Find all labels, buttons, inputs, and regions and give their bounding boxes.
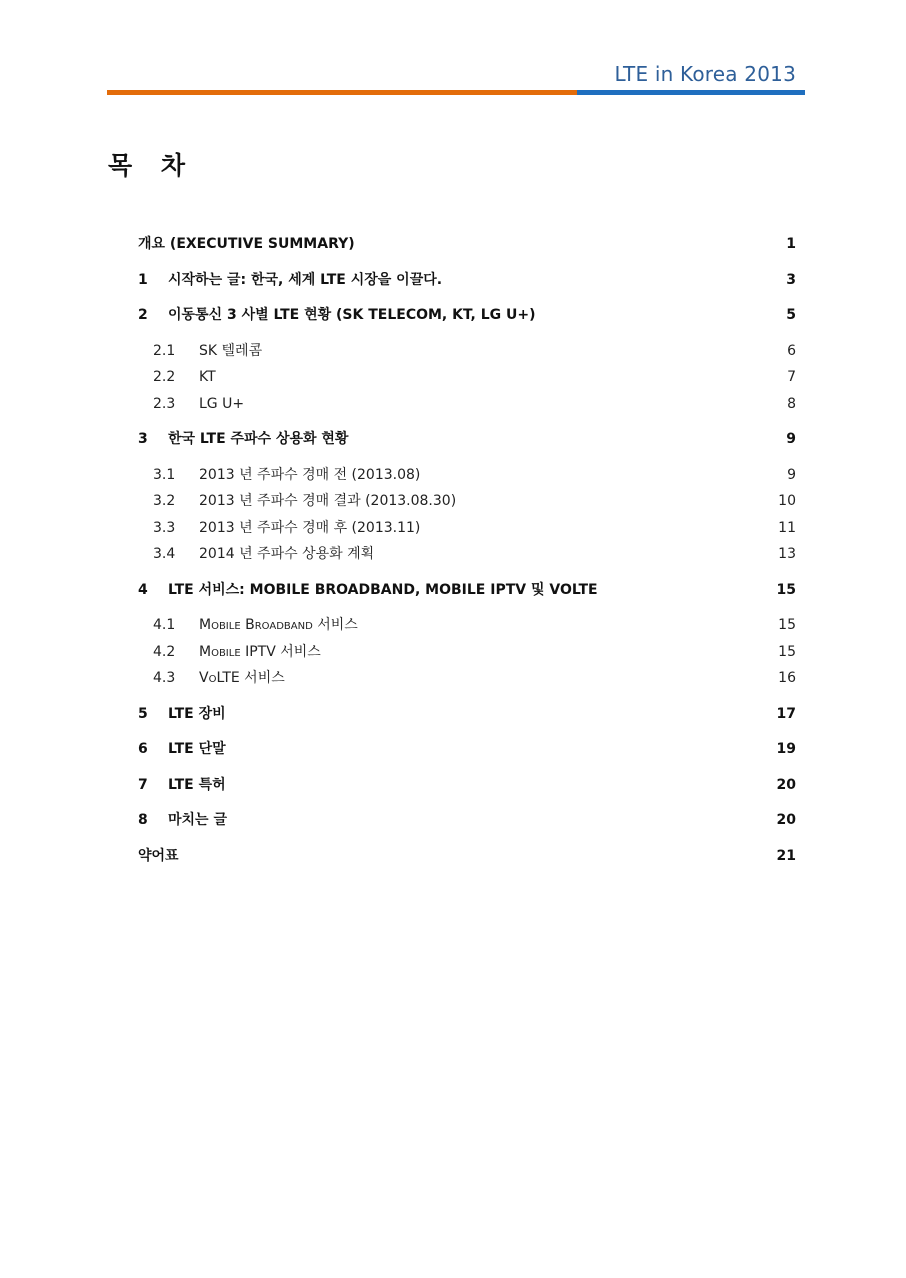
toc-entry-number: 2.3: [153, 396, 176, 412]
toc-entry-label: 개요 (EXECUTIVE SUMMARY): [138, 236, 355, 252]
toc-entry-label: LTE 서비스: MOBILE BROADBAND, MOBILE IPTV 및 VOLTE: [168, 582, 598, 598]
toc-entry-label: 2014 년 주파수 상용화 계획: [199, 546, 375, 562]
toc-entry-number: 2.1: [153, 343, 176, 359]
toc-entry-number: 2: [138, 307, 148, 323]
toc-entry-2-3[interactable]: [153, 394, 796, 414]
toc-entry-page: 15: [776, 582, 796, 598]
toc-entry-label: 약어표: [138, 848, 179, 864]
toc-entry-label: 시작하는 글: 한국, 세계 LTE 시장을 이끌다.: [168, 272, 443, 288]
toc-entry-page: 7: [787, 369, 796, 385]
toc-entry-number: 3.1: [153, 467, 176, 483]
toc-entry-3[interactable]: [138, 429, 796, 449]
toc-entry-2-2[interactable]: [153, 367, 796, 387]
toc-entry-label: Mobile Broadband 서비스: [199, 617, 358, 633]
toc-entry-5[interactable]: [138, 704, 796, 724]
toc-entry-4[interactable]: [138, 580, 796, 600]
toc-entry-page: 8: [787, 396, 796, 412]
toc-entry-4-1[interactable]: [153, 615, 796, 635]
toc-entry-page: 21: [776, 848, 796, 864]
toc-entry-label: KT: [199, 369, 216, 385]
toc-entry-number: 4.1: [153, 617, 176, 633]
toc-entry-number: 8: [138, 812, 148, 828]
toc-entry-page: 20: [776, 777, 796, 793]
toc-entry-page: 3: [786, 272, 796, 288]
toc-entry-number: 3.2: [153, 493, 176, 509]
toc-entry-number: 2.2: [153, 369, 176, 385]
toc-entry-page: 16: [778, 670, 796, 686]
toc-entry-number: 3.4: [153, 546, 176, 562]
toc-entry-3-2[interactable]: [153, 491, 796, 511]
toc-entry-page: 20: [776, 812, 796, 828]
toc-entry-4-2[interactable]: [153, 642, 796, 662]
header-divider-orange: [107, 90, 577, 95]
toc-entry-page: 6: [787, 343, 796, 359]
toc-entry-label: LG U+: [199, 396, 245, 412]
toc-entry-number: 6: [138, 741, 148, 757]
toc-entry-number: 4.3: [153, 670, 176, 686]
toc-entry-page: 15: [778, 644, 796, 660]
toc-entry-number: 3: [138, 431, 148, 447]
toc-entry-page: 5: [786, 307, 796, 323]
toc-entry-page: 13: [778, 546, 796, 562]
toc-entry-page: 11: [778, 520, 796, 536]
toc-entry-page: 10: [778, 493, 796, 509]
toc-entry-page: 9: [786, 431, 796, 447]
toc-entry-number: 4.2: [153, 644, 176, 660]
toc-entry-label: 이동통신 3 사별 LTE 현황 (SK TELECOM, KT, LG U+): [168, 307, 536, 323]
header-title: LTE in Korea 2013: [614, 62, 796, 86]
toc-entry-label: LTE 단말: [168, 741, 226, 757]
toc-entry-2-1[interactable]: [153, 341, 796, 361]
header-divider: [107, 90, 805, 95]
page-title: 목 차: [108, 151, 196, 180]
toc-entry-number: 7: [138, 777, 148, 793]
toc-entry-3-4[interactable]: [153, 544, 796, 564]
toc-entry-page: 9: [787, 467, 796, 483]
toc-entry-4-3[interactable]: [153, 668, 796, 688]
toc-entry-3-3[interactable]: [153, 518, 796, 538]
toc-entry-abbreviations[interactable]: [138, 846, 796, 866]
toc-entry-label: LTE 특허: [168, 777, 226, 793]
toc-entry-page: 17: [776, 706, 796, 722]
toc-entry-6[interactable]: [138, 739, 796, 759]
header-divider-blue: [577, 90, 805, 95]
toc-entry-label: SK 텔레콤: [199, 343, 263, 359]
toc-entry-label: 한국 LTE 주파수 상용화 현황: [168, 431, 349, 447]
toc-entry-3-1[interactable]: [153, 465, 796, 485]
toc-entry-page: 1: [786, 236, 796, 252]
toc-entry-number: 5: [138, 706, 148, 722]
toc-entry-number: 1: [138, 272, 148, 288]
toc-entry-8[interactable]: [138, 810, 796, 830]
toc-entry-1[interactable]: [138, 270, 796, 290]
toc-entry-label: Mobile IPTV 서비스: [199, 644, 321, 660]
toc-entry-page: 19: [776, 741, 796, 757]
toc-entry-number: 4: [138, 582, 148, 598]
toc-entry-label: 2013 년 주파수 경매 후 (2013.11): [199, 520, 421, 536]
toc-entry-7[interactable]: [138, 775, 796, 795]
toc-entry-label: 마치는 글: [168, 812, 227, 828]
toc-entry-summary[interactable]: [138, 234, 796, 254]
toc-entry-label: 2013 년 주파수 경매 전 (2013.08): [199, 467, 421, 483]
toc-entry-page: 15: [778, 617, 796, 633]
toc-entry-label: VoLTE 서비스: [199, 670, 285, 686]
toc-entry-label: 2013 년 주파수 경매 결과 (2013.08.30): [199, 493, 457, 509]
toc-entry-label: LTE 장비: [168, 706, 226, 722]
toc-entry-2[interactable]: [138, 305, 796, 325]
toc-entry-number: 3.3: [153, 520, 176, 536]
